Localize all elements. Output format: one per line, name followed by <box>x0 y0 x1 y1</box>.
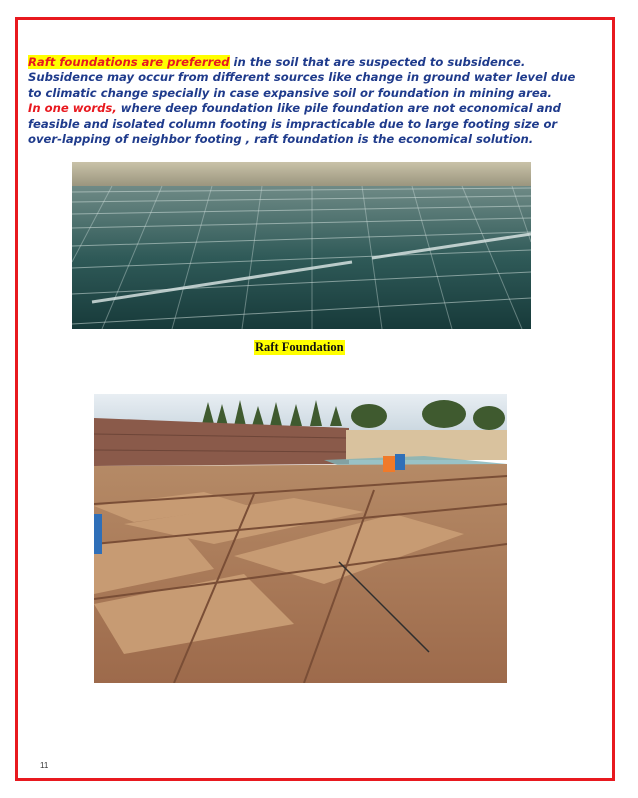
intro-line1: in the soil that are suspected to subsidence. <box>229 55 526 69</box>
intro-line2: Subsidence may occur from different sources like change in ground water level due to climatic change specially in case expansive soil or foundation in mining area. <box>28 70 576 100</box>
intro-paragraph <box>28 55 588 147</box>
raft-rebar-mesh-photo <box>72 162 531 329</box>
raft-excavation-photo <box>94 394 507 683</box>
highlighted-lead: Raft foundations are preferred <box>28 55 230 69</box>
intro-line3: where deep foundation like pile foundation are not economical and feasible and isolated column footing is impracticable due to large footing size or over-lapping of neighbor footing , raft foundation is the economical solution. <box>28 101 561 147</box>
page-number: 11 <box>40 761 49 770</box>
red-lead: In one words, <box>28 101 117 116</box>
figure-caption: Raft Foundation <box>255 340 344 354</box>
